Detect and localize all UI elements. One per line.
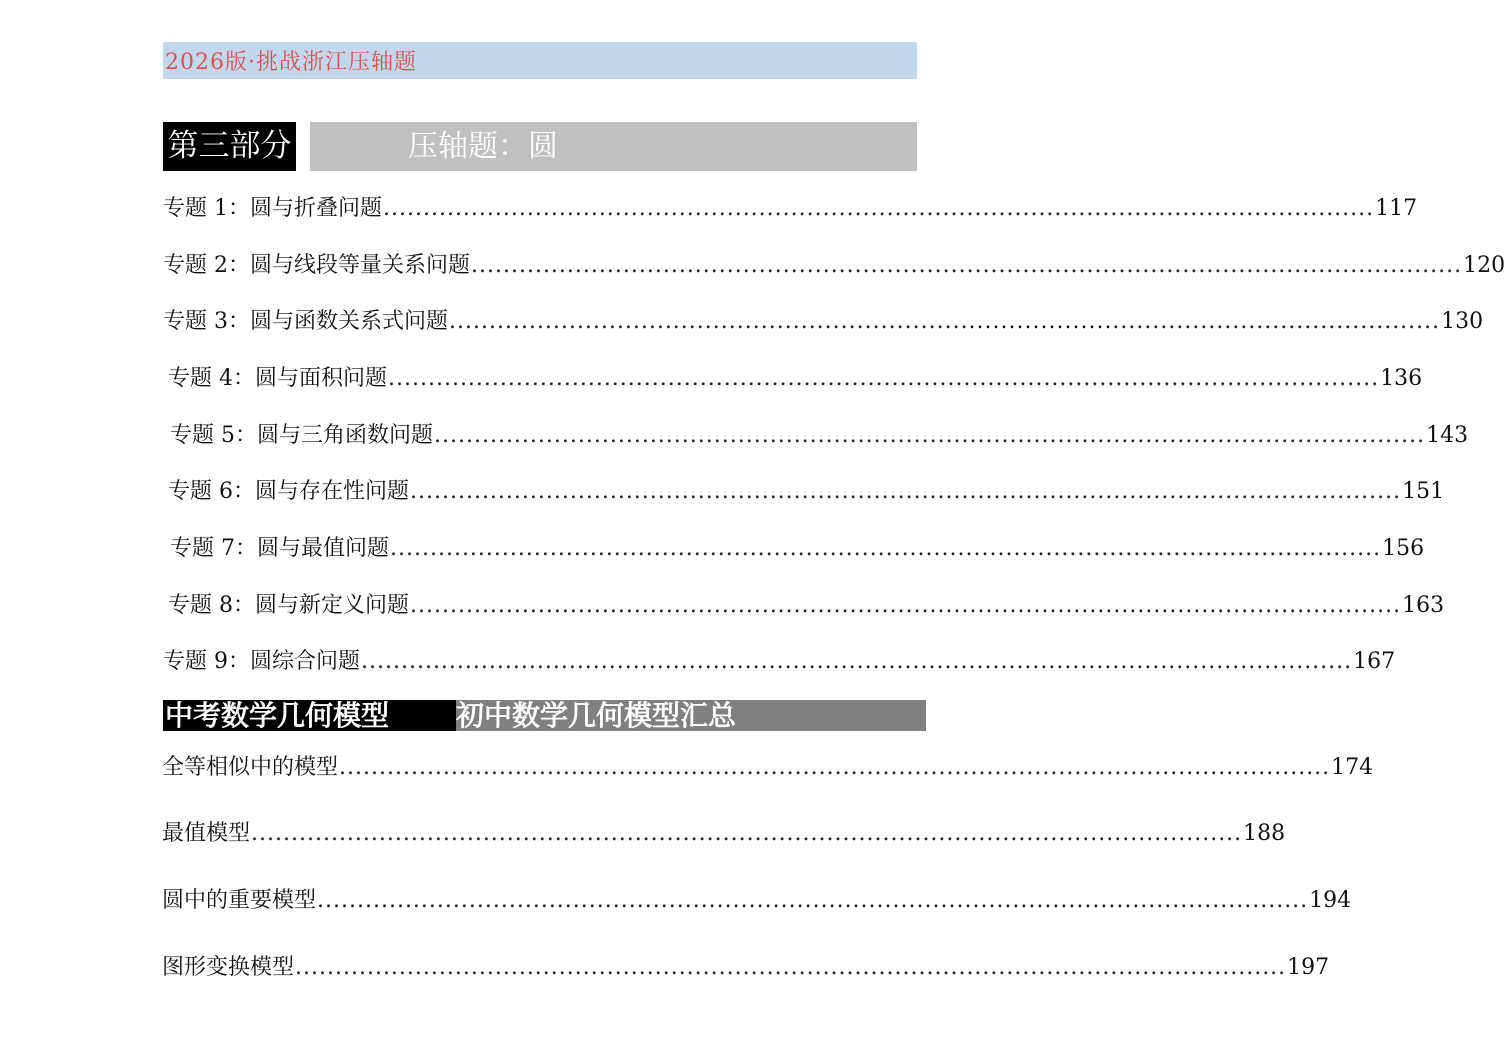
dot-leader: ............................................................................................................................ xyxy=(388,366,1380,391)
dot-leader: ............................................................................................................................ xyxy=(410,593,1402,618)
model-title: 全等相似中的模型 xyxy=(162,755,339,780)
toc-page: 167 xyxy=(1353,649,1396,674)
toc-row[interactable] xyxy=(168,474,1445,508)
toc-page: 120 xyxy=(1463,253,1505,278)
model-page: 197 xyxy=(1287,955,1330,980)
dot-leader: ............................................................................................................................ xyxy=(295,955,1287,980)
dot-leader: ............................................................................................................................ xyxy=(339,755,1331,780)
section2-label: 中考数学几何模型 xyxy=(163,700,456,731)
model-row[interactable] xyxy=(162,816,1286,850)
toc-page: 143 xyxy=(1426,423,1469,448)
toc-row[interactable] xyxy=(168,361,1423,395)
toc-page: 163 xyxy=(1402,593,1445,618)
toc-row[interactable] xyxy=(170,418,1469,452)
part-band xyxy=(310,122,917,171)
part-label: 第三部分 xyxy=(163,122,296,171)
toc-page: 151 xyxy=(1402,479,1445,504)
model-title: 圆中的重要模型 xyxy=(162,888,317,913)
toc-page: 130 xyxy=(1441,309,1484,334)
header-band xyxy=(163,42,917,79)
model-row[interactable] xyxy=(162,750,1374,784)
toc-title: 专题 4：圆与面积问题 xyxy=(168,366,387,391)
toc-title: 专题 8：圆与新定义问题 xyxy=(168,593,409,618)
toc-row[interactable] xyxy=(168,588,1445,622)
toc-title: 专题 1：圆与折叠问题 xyxy=(163,196,382,221)
toc-title: 专题 7：圆与最值问题 xyxy=(170,536,389,561)
model-page: 174 xyxy=(1331,755,1374,780)
dot-leader: ............................................................................................................................ xyxy=(383,196,1375,221)
model-row[interactable] xyxy=(162,883,1352,917)
part-title: 压轴题：圆 xyxy=(408,129,558,164)
toc-title: 专题 9：圆综合问题 xyxy=(163,649,360,674)
model-page: 188 xyxy=(1243,821,1286,846)
dot-leader: ............................................................................................................................ xyxy=(471,253,1463,278)
toc-title: 专题 6：圆与存在性问题 xyxy=(168,479,409,504)
dot-leader: ............................................................................................................................ xyxy=(390,536,1382,561)
toc-row[interactable] xyxy=(163,644,1396,678)
dot-leader: ............................................................................................................................ xyxy=(317,888,1309,913)
toc-page: 117 xyxy=(1375,196,1418,221)
toc-page: 156 xyxy=(1382,536,1425,561)
toc-title: 专题 2：圆与线段等量关系问题 xyxy=(163,253,470,278)
model-title: 最值模型 xyxy=(162,821,251,846)
dot-leader: ............................................................................................................................ xyxy=(361,649,1353,674)
model-page: 194 xyxy=(1309,888,1352,913)
toc-row[interactable] xyxy=(163,191,1418,225)
section2-title: 初中数学几何模型汇总 xyxy=(456,700,926,731)
toc-title: 专题 5：圆与三角函数问题 xyxy=(170,423,433,448)
toc-row[interactable] xyxy=(163,248,1505,282)
header-title: 2026版·挑战浙江压轴题 xyxy=(165,50,417,75)
dot-leader: ............................................................................................................................ xyxy=(434,423,1426,448)
dot-leader: ............................................................................................................................ xyxy=(251,821,1243,846)
dot-leader: ............................................................................................................................ xyxy=(410,479,1402,504)
toc-row[interactable] xyxy=(170,531,1425,565)
toc-page: 136 xyxy=(1380,366,1423,391)
toc-title: 专题 3：圆与函数关系式问题 xyxy=(163,309,448,334)
dot-leader: ............................................................................................................................ xyxy=(449,309,1441,334)
toc-row[interactable] xyxy=(163,304,1484,338)
model-title: 图形变换模型 xyxy=(162,955,295,980)
model-row[interactable] xyxy=(162,950,1330,984)
